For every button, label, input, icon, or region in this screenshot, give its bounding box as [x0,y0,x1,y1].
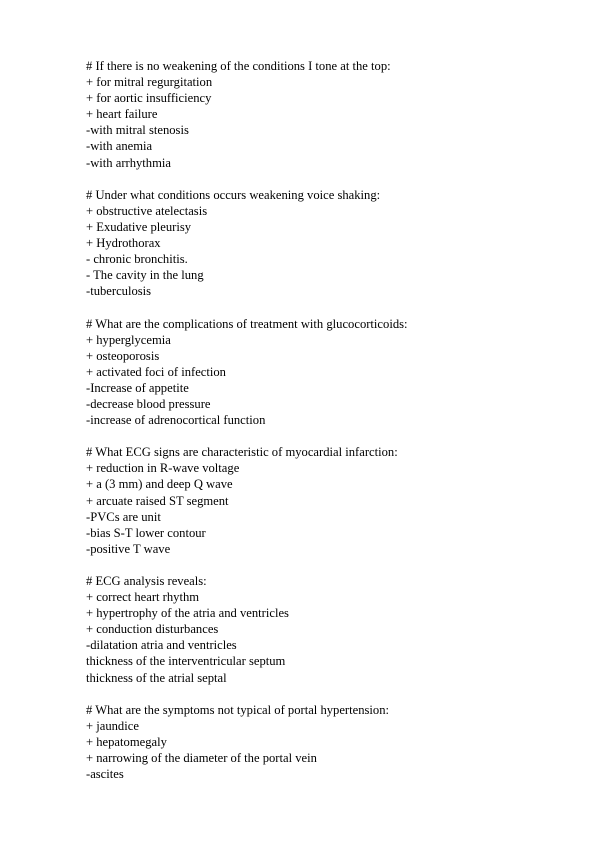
answer-option: + Hydrothorax [86,236,161,251]
answer-option: - chronic bronchitis. [86,252,188,267]
question-block [86,702,576,782]
answer-option: + Exudative pleurisy [86,219,192,234]
answer-option: -tuberculosis [86,284,152,299]
question-block [86,58,576,171]
document-page [86,58,576,798]
question-text: # If there is no weakening of the conditions I tone at the top: [86,59,391,73]
answer-option: thickness of the interventricular septum [86,654,286,669]
answer-option: - The cavity in the lung [86,268,204,283]
question-text: # What are the complications of treatment with glucocorticoids: [86,316,408,331]
answer-option: -bias S-T lower contour [86,525,206,540]
answer-option: + correct heart rhythm [86,590,200,605]
question-text: # Under what conditions occurs weakening voice shaking: [86,187,381,202]
answer-option: thickness of the atrial septal [86,670,227,685]
answer-option: + hepatomegaly [86,734,167,749]
answer-option: + activated foci of infection [86,364,226,379]
answer-option: -positive T wave [86,541,171,556]
answer-option: + heart failure [86,107,158,122]
answer-option: + arcuate raised ST segment [86,493,229,508]
question-block [86,573,576,686]
answer-option: + a (3 mm) and deep Q wave [86,477,233,492]
answer-option: + for mitral regurgitation [86,75,213,90]
answer-option: + hyperglycemia [86,332,171,347]
answer-option: + obstructive atelectasis [86,203,208,218]
question-block [86,187,576,300]
answer-option: + jaundice [86,718,139,733]
answer-option: -with mitral stenosis [86,123,189,138]
answer-option: + narrowing of the diameter of the portal vein [86,751,317,766]
question-text: # What ECG signs are characteristic of myocardial infarction: [86,445,398,460]
answer-option: + for aortic insufficiency [86,91,212,106]
question-block [86,316,576,429]
answer-option: -with arrhythmia [86,155,171,170]
answer-option: -Increase of appetite [86,380,189,395]
answer-option: -PVCs are unit [86,509,161,524]
question-block [86,444,576,557]
answer-option: + reduction in R-wave voltage [86,461,240,476]
answer-option: -with anemia [86,139,153,154]
answer-option: + conduction disturbances [86,622,219,637]
question-text: # What are the symptoms not typical of portal hypertension: [86,702,390,717]
answer-option: -decrease blood pressure [86,396,211,411]
answer-option: -increase of adrenocortical function [86,413,266,428]
answer-option: + osteoporosis [86,348,160,363]
answer-option: + hypertrophy of the atria and ventricles [86,606,289,621]
answer-option: -ascites [86,767,124,782]
question-text: # ECG analysis reveals: [86,574,207,588]
answer-option: -dilatation atria and ventricles [86,638,237,653]
